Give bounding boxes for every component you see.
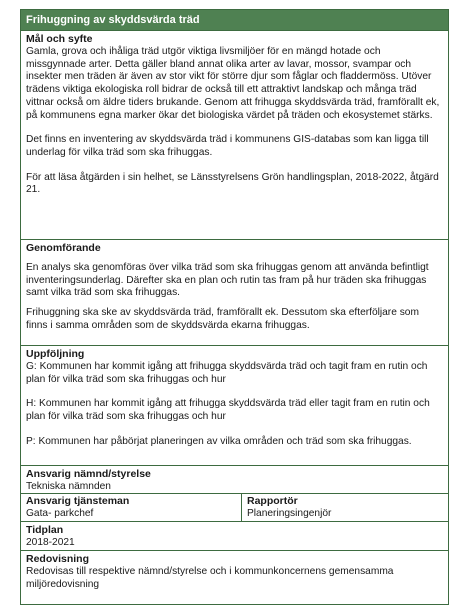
paragraph: För att läsa åtgärden i sin helhet, se Länsstyrelsens Grön handlingsplan, 2018-2022, åtgärd 21. xyxy=(26,171,439,196)
section-genomforande xyxy=(21,239,448,345)
paragraph: P: Kommunen har påbörjat planeringen av vilka områden och träd som ska frihuggas. xyxy=(26,435,412,447)
paragraph: Frihuggning ska ske av skyddsvärda träd, framförallt ek. Dessutom ska efterföljare som finns i samma områden som de skyddsvärda ekarna frihuggas. xyxy=(26,307,419,331)
field-value: 2018-2021 xyxy=(26,537,75,548)
section-heading: Ansvarig tjänsteman xyxy=(26,495,130,507)
section-mal-och-syfte xyxy=(21,30,448,239)
section-heading: Uppföljning xyxy=(26,348,85,360)
field-value: Redovisas till respektive nämnd/styrelse och i kommunkoncernens gemensamma miljöredovisning xyxy=(26,566,394,590)
paragraph: G: Kommunen har kommit igång att frihugga skyddsvärda träd och tagit fram en rutin och plan för vilka träd som ska frihuggas och hur xyxy=(26,361,428,385)
paragraph: En analys ska genomföras över vilka träd som ska frihuggas genom att använda befintligt inventeringsunderlag. Därefter ska en plan och rutin tas fram på hur träden ska frihuggas samt vilka träd som ska frihuggas. xyxy=(26,262,429,299)
rapportor-cell xyxy=(242,494,448,521)
paragraph: Gamla, grova och ihåliga träd utgör viktiga livsmiljöer för en mängd hotade och missgynnade arter. Detta gäller bland annat olika arter av lavar, mossor, svampar och insekter men träden är även av stor vikt för större djur som fåglar och fladdermöss. Utöver trädens viktiga ekologiska roll bidrar de också till ett attraktivt landskap och många träd vittnar också om äldre tiders brukande. Genom att frihugga skyddsvärda träd, framförallt ek, på kommunens egna marker ökar det biologiska värdet på träden och ekosystemet stärks. xyxy=(26,46,440,121)
field-value: Planeringsingenjör xyxy=(247,508,332,519)
section-heading: Redovisning xyxy=(26,553,90,565)
action-card xyxy=(20,9,449,605)
section-heading: Tidplan xyxy=(26,524,64,536)
section-ansvarig-namnd xyxy=(21,465,448,493)
field-value: Tekniska nämnden xyxy=(26,481,111,492)
section-responsibles xyxy=(21,493,448,521)
card-title: Frihuggning av skyddsvärda träd xyxy=(21,10,448,30)
section-heading: Genomförande xyxy=(26,242,101,254)
section-redovisning xyxy=(21,550,448,604)
field-value: Gata- parkchef xyxy=(26,508,94,519)
section-heading: Rapportör xyxy=(247,495,298,507)
paragraph: H: Kommunen har kommit igång att frihugga skyddsvärda träd eller tagit fram en rutin och plan för vilka träd som ska frihuggas och hur xyxy=(26,398,430,423)
section-uppfoljning xyxy=(21,345,448,465)
ansvarig-tjansteman-cell xyxy=(21,494,242,521)
section-heading: Ansvarig nämnd/styrelse xyxy=(26,468,151,480)
paragraph: Det finns en inventering av skyddsvärda träd i kommunens GIS-databas som kan ligga till underlag för vilka träd som ska frihuggas. xyxy=(26,134,429,158)
section-heading: Mål och syfte xyxy=(26,33,93,45)
section-tidplan xyxy=(21,521,448,550)
